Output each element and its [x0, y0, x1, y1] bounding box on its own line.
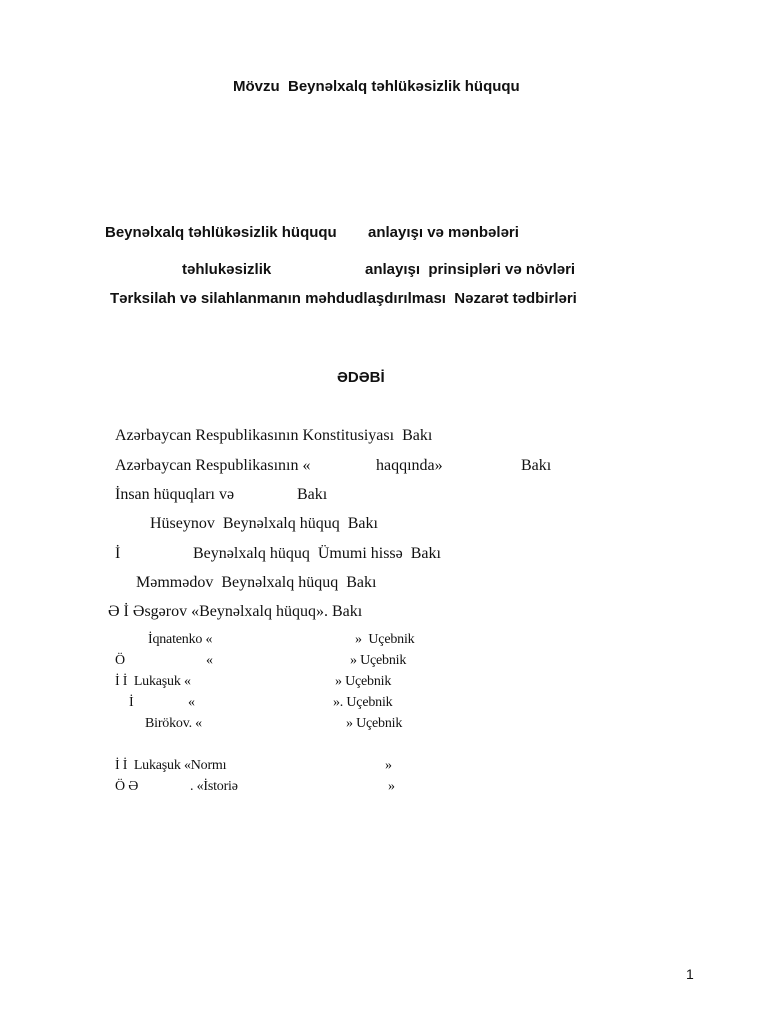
literature-item-part: « — [206, 653, 213, 668]
literature-item: Ö — [115, 653, 125, 668]
literature-item: Azərbaycan Respublikasının Konstitusiyası Bakı — [115, 427, 433, 444]
literature-item-part: » Uçebnik — [355, 632, 415, 647]
literature-item: İ İ Lukaşuk «Normı — [115, 758, 227, 773]
topic-2-subtitle: anlayışı prinsipləri və növləri — [365, 261, 576, 278]
literature-item-part: Beynəlxalq hüquq Ümumi hissə Bakı — [193, 545, 441, 562]
topic-1-subtitle: anlayışı və mənbələri — [368, 224, 519, 241]
literature-item-part: « — [188, 695, 195, 710]
literature-item: Ö Ə — [115, 779, 139, 794]
literature-item: İ — [115, 545, 121, 562]
literature-item: İnsan hüquqları və — [115, 486, 235, 503]
literature-heading: ƏDƏBİ — [337, 369, 385, 386]
literature-item: İqnatenko « — [148, 632, 213, 647]
literature-item-part: » Uçebnik — [335, 674, 392, 689]
literature-item-part: » Uçebnik — [346, 716, 403, 731]
literature-item: Hüseynov Beynəlxalq hüquq Bakı — [150, 515, 378, 532]
topic-2-title: təhlukəsizlik — [182, 261, 272, 278]
literature-item-part: ». Uçebnik — [333, 695, 393, 710]
literature-item-part: . «İstoriə — [190, 779, 238, 794]
page-number: 1 — [686, 966, 694, 982]
literature-item-part: haqqında» — [376, 457, 443, 474]
literature-item: Məmmədov Beynəlxalq hüquq Bakı — [136, 574, 377, 591]
literature-item: Azərbaycan Respublikasının « — [115, 457, 311, 474]
literature-item: Ə İ Əsgərov «Beynəlxalq hüquq». Bakı — [108, 603, 363, 620]
literature-item: Birökov. « — [145, 716, 202, 731]
page-title: Mövzu Beynəlxalq təhlükəsizlik hüququ — [233, 78, 520, 95]
literature-item: İ İ Lukaşuk « — [115, 674, 191, 689]
literature-item-part: » Uçebnik — [350, 653, 407, 668]
literature-item-part: » — [385, 758, 392, 773]
literature-item: İ — [129, 695, 134, 710]
literature-item-part: Bakı — [521, 457, 552, 474]
topic-1-title: Beynəlxalq təhlükəsizlik hüququ — [105, 224, 337, 241]
topic-3-title: Tərksilah və silahlanmanın məhdudlaşdırılması Nəzarət tədbirləri — [110, 290, 577, 307]
literature-item-part: Bakı — [297, 486, 328, 503]
literature-item-part: » — [388, 779, 395, 794]
